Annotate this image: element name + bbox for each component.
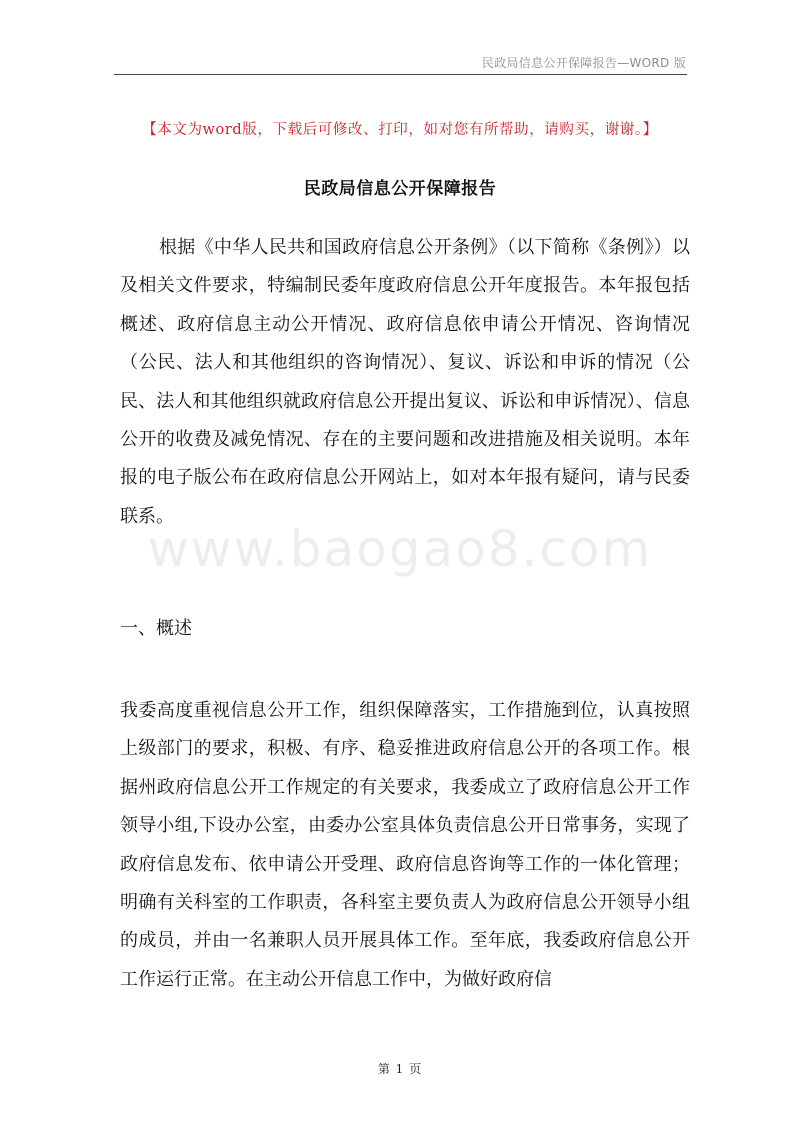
intro-paragraph: 根据《中华人民共和国政府信息公开条例》（以下简称《条例》）以及相关文件要求，特编制民委年度政府信息公开年度报告。本年报包括概述、政府信息主动公开情况、政府信息依申请公开情况、咨询情况（公民、法人和其他组织的咨询情况）、复议、诉讼和申诉的情况（公民、法人和其他组织就政府信息公开提出复议、诉讼和申诉情况）、信息公开的收费及减免情况、存在的主要问题和改进措施及相关说明。本年报的电子版公布在政府信息公开网站上，如对本年报有疑问，请与民委联系。 [120,237,690,527]
site-watermark: www.baogao8.com [147,520,653,578]
page-number: 第 1 页 [377,1062,423,1076]
overview-paragraph: 我委高度重视信息公开工作，组织保障落实，工作措施到位，认真按照上级部门的要求，积极、有序、稳妥推进政府信息公开的各项工作。根据州政府信息公开工作规定的有关要求，我委成立了政府信息公开工作领导小组,下设办公室，由委办公室具体负责信息公开日常事务，实现了政府信息发布、依申请公开受理、政府信息咨询等工作的一体化管理；明确有关科室的工作职责，各科室主要负责人为政府信息公开领导小组的成员，并由一名兼职人员开展具体工作。至年底，我委政府信息公开工作运行正常。在主动公开信息工作中，为做好政府信 [120,700,690,990]
running-header: 民政局信息公开保障报告—WORD 版 [481,56,686,70]
purchase-notice: 【本文为word版，下载后可修改、打印，如对您有所帮助，请购买，谢谢。】 [142,122,658,138]
header-divider [114,74,687,75]
document-title: 民政局信息公开保障报告 [303,179,497,199]
section-heading-overview: 一、概述 [120,618,192,639]
